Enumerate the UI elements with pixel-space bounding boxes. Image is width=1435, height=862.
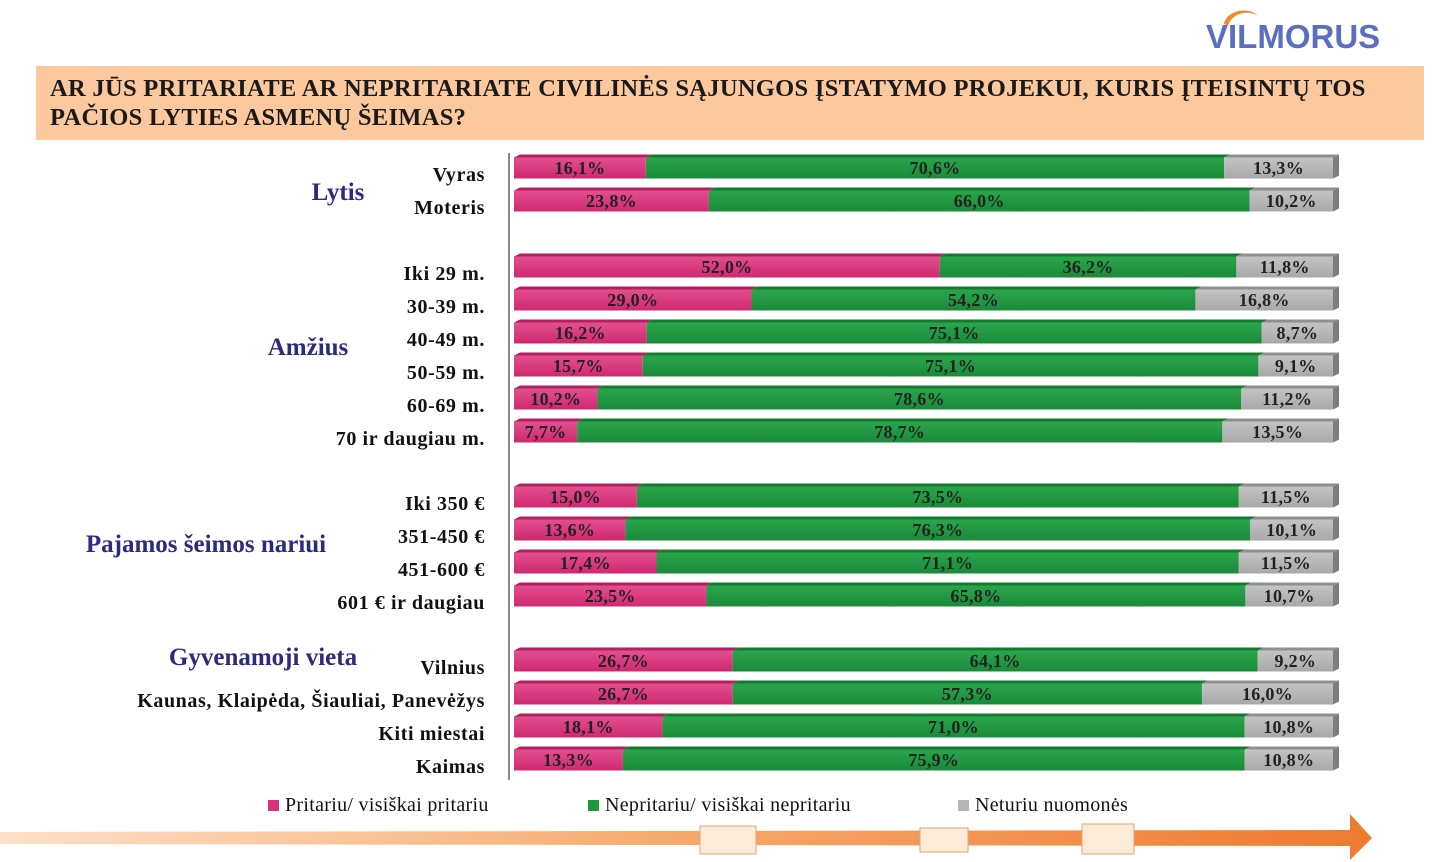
data-label-support: 17,4% (559, 553, 611, 573)
data-label-oppose: 71,1% (922, 553, 974, 573)
bar-side-face (1333, 320, 1339, 344)
data-label-oppose: 64,1% (969, 651, 1021, 671)
data-label-support: 23,8% (585, 191, 637, 211)
data-label-oppose: 66,0% (953, 191, 1005, 211)
data-label-oppose: 57,3% (941, 684, 993, 704)
bar-side-face (1333, 681, 1339, 705)
data-label-support: 13,3% (542, 750, 594, 770)
bar-side-face (1333, 155, 1339, 179)
bar-side-face (1333, 287, 1339, 311)
bar-side-face (1333, 550, 1339, 574)
data-label-no-opinion: 13,3% (1253, 158, 1305, 178)
bar-side-face (1333, 484, 1339, 508)
data-label-oppose: 65,8% (950, 586, 1002, 606)
data-label-oppose: 75,9% (908, 750, 960, 770)
data-label-no-opinion: 10,1% (1266, 520, 1318, 540)
row-label-vilnius: Vilnius (420, 657, 485, 679)
group-label-lytis: Lytis (311, 179, 365, 206)
data-label-no-opinion: 10,8% (1263, 750, 1315, 770)
row-label-451-600: 451-600 € (397, 559, 485, 581)
bar-side-face (1333, 648, 1339, 672)
legend-label-no-opinion: Neturiu nuomonės (975, 794, 1129, 816)
data-label-support: 23,5% (584, 586, 636, 606)
row-label-iki-29-m: Iki 29 m. (403, 263, 485, 285)
data-label-oppose: 36,2% (1062, 257, 1114, 277)
data-label-support: 15,7% (552, 356, 604, 376)
data-label-no-opinion: 10,7% (1263, 586, 1315, 606)
logo-text: VILMORUS (1206, 18, 1381, 55)
row-label-moteris: Moteris (414, 197, 485, 219)
data-label-no-opinion: 9,2% (1274, 651, 1317, 671)
data-label-support: 52,0% (701, 257, 753, 277)
row-label-vyras: Vyras (432, 164, 485, 186)
legend-label-oppose: Nepritariu/ visiškai nepritariu (605, 794, 851, 816)
bar-side-face (1333, 517, 1339, 541)
data-label-oppose: 54,2% (947, 290, 999, 310)
data-label-no-opinion: 11,5% (1260, 553, 1311, 573)
row-label-601-ir-daugiau: 601 € ir daugiau (337, 592, 485, 614)
data-label-no-opinion: 10,2% (1265, 191, 1317, 211)
data-label-no-opinion: 16,0% (1241, 684, 1293, 704)
data-label-oppose: 78,6% (893, 389, 945, 409)
group-label-amzius: Amžius (267, 334, 349, 361)
row-label-70-ir-daugiau-m: 70 ir daugiau m. (335, 428, 485, 450)
data-label-no-opinion: 9,1% (1274, 356, 1317, 376)
row-label-kaimas: Kaimas (415, 756, 485, 778)
data-label-support: 29,0% (607, 290, 659, 310)
group-label-pajamos-seimos-nariui: Pajamos šeimos nariui (85, 531, 327, 558)
data-label-support: 26,7% (597, 651, 649, 671)
data-label-support: 16,2% (554, 323, 606, 343)
row-label-kiti-miestai: Kiti miestai (378, 723, 485, 745)
bar-side-face (1333, 386, 1339, 410)
chart-title: AR JŪS PRITARIATE AR NEPRITARIATE CIVILINĖS SĄJUNGOS ĮSTATYMO PROJEKUI, KURIS ĮTEISINTŲ TOS PAČIOS LYTIES ASMENŲ ŠEIMAS? (50, 75, 1366, 131)
data-label-oppose: 71,0% (927, 717, 979, 737)
data-label-support: 13,6% (544, 520, 596, 540)
data-label-oppose: 70,6% (909, 158, 961, 178)
data-label-oppose: 76,3% (912, 520, 964, 540)
bar-side-face (1333, 583, 1339, 607)
data-label-no-opinion: 8,7% (1276, 323, 1319, 343)
data-label-support: 7,7% (524, 422, 567, 442)
row-label-30-39-m: 30-39 m. (406, 296, 485, 318)
bar-side-face (1333, 419, 1339, 443)
row-label-iki-350: Iki 350 € (405, 493, 485, 515)
data-label-support: 10,2% (530, 389, 582, 409)
data-label-support: 16,1% (554, 158, 606, 178)
bar-side-face (1333, 747, 1339, 771)
data-label-oppose: 73,5% (912, 487, 964, 507)
row-label-60-69-m: 60-69 m. (406, 395, 485, 417)
data-label-no-opinion: 16,8% (1238, 290, 1290, 310)
decorative-arrow (0, 810, 1435, 862)
group-label-gyvenamoji-vieta: Gyvenamoji vieta (168, 644, 358, 671)
data-label-no-opinion: 13,5% (1252, 422, 1304, 442)
data-label-oppose: 75,1% (925, 356, 977, 376)
bar-side-face (1333, 714, 1339, 738)
bar-side-face (1333, 254, 1339, 278)
row-label-351-450: 351-450 € (397, 526, 485, 548)
data-label-oppose: 78,7% (874, 422, 926, 442)
data-label-support: 26,7% (597, 684, 649, 704)
data-label-no-opinion: 10,8% (1263, 717, 1315, 737)
data-label-no-opinion: 11,5% (1260, 487, 1311, 507)
data-label-oppose: 75,1% (928, 323, 980, 343)
data-label-support: 18,1% (562, 717, 614, 737)
row-label-kaunas-klaipeda-siauliai-panevezys: Kaunas, Klaipėda, Šiauliai, Panevėžys (137, 690, 485, 712)
bar-side-face (1333, 353, 1339, 377)
data-label-no-opinion: 11,8% (1259, 257, 1310, 277)
row-label-40-49-m: 40-49 m. (406, 329, 485, 351)
data-label-no-opinion: 11,2% (1262, 389, 1313, 409)
bar-side-face (1333, 188, 1339, 212)
legend-label-support: Pritariu/ visiškai pritariu (285, 794, 489, 816)
data-label-support: 15,0% (549, 487, 601, 507)
row-label-50-59-m: 50-59 m. (406, 362, 485, 384)
